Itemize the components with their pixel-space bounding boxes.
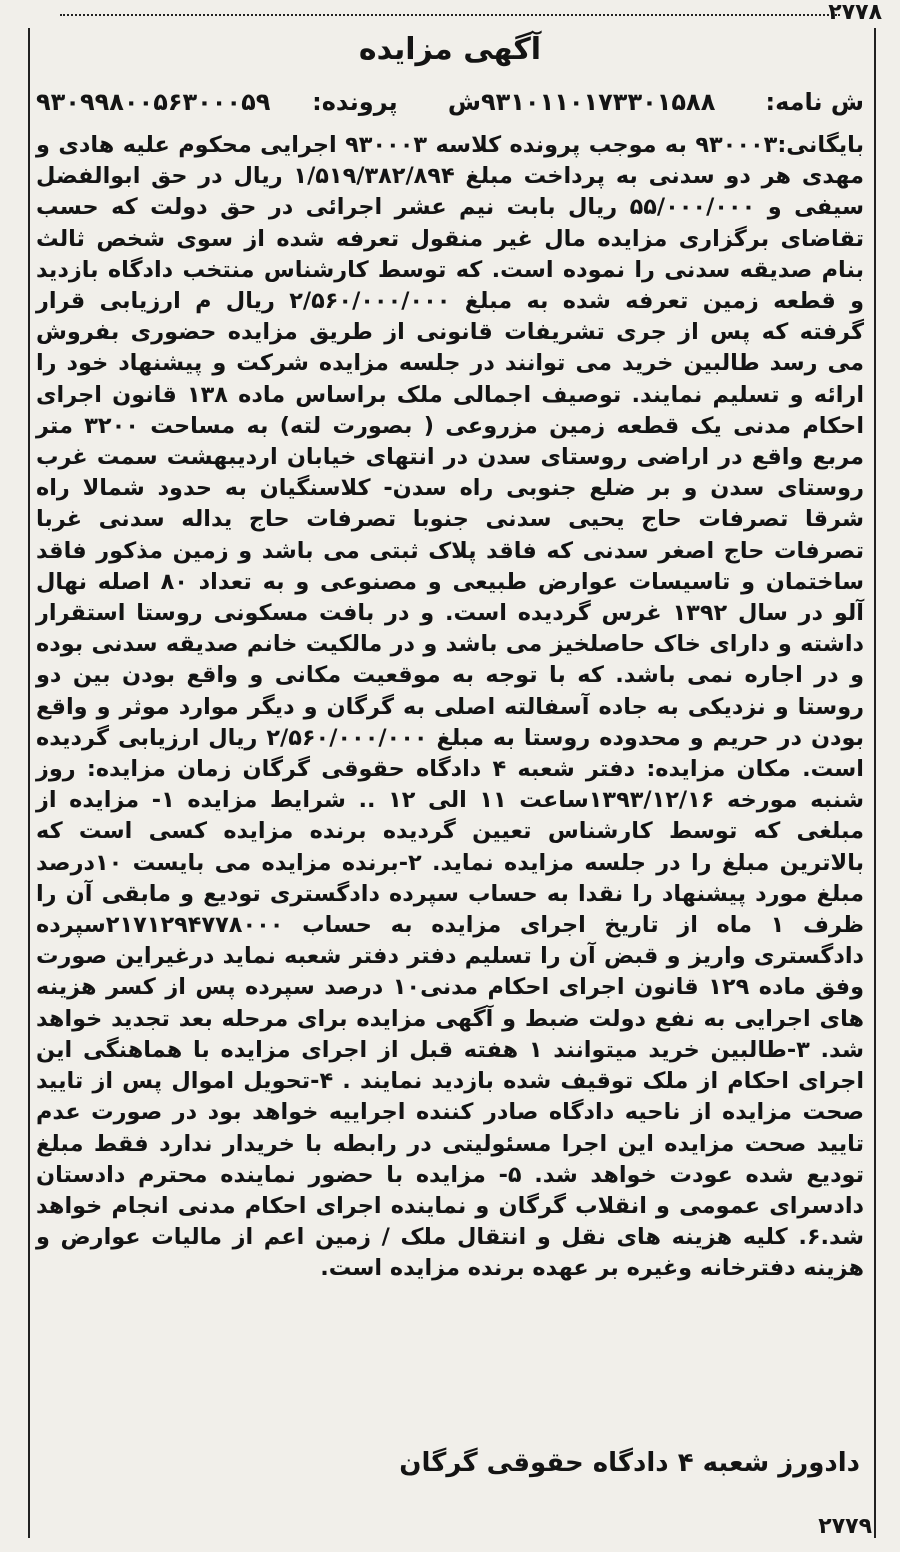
notice-title: آگهی مزایده <box>358 32 542 67</box>
notice-signature: دادورز شعبه ۴ دادگاه حقوقی گرگان <box>399 1448 860 1478</box>
file-number: ۹۳۰۹۹۸۰۰۵۶۳۰۰۰۵۹ <box>36 88 271 116</box>
file-number-group <box>36 88 398 116</box>
file-label: پرونده: <box>312 88 398 116</box>
notice-header <box>36 88 864 116</box>
notice-body: بایگانی:۹۳۰۰۰۳ به موجب پرونده کلاسه ۹۳۰۰۰۳ اجرایی محکوم علیه هادی و مهدی هر دو سدنی به پرداخت مبلغ ۱/۵۱۹/۳۸۲/۸۹۴ ریال در حق ابوالفضل سیفی و ۵۵/۰۰۰/۰۰۰ ریال بابت نیم عشر اجرائی در حق دولت که حسب تقاضای برگزاری مزایده مال غیر منقول تعرفه شده از سوی شخص ثالث بنام صدیقه سدنی را نموده است. که توسط کارشناس منتخب دادگاه بازدید و قطعه زمین تعرفه شده به مبلغ ۲/۵۶۰/۰۰۰/۰۰۰ ریال م ارزیابی قرار گرفته که پس از جری تشریفات قانونی از طریق مزایده حضوری بفروش می رسد طالبین خرید می توانند در جلسه مزایده شرکت و پیشنهاد خود را ارائه و تسلیم نمایند. توصیف اجمالی ملک براساس ماده ۱۳۸ قانون اجرای احکام مدنی یک قطعه زمین مزروعی ( بصورت لته) به مساحت ۳۲۰۰ متر مربع واقع در اراضی روستای سدن در انتهای خیابان اردیبهشت سمت غرب روستای سدن و بر ضلع جنوبی راه سدن- کلاسنگیان به حدود شمالا راه شرقا تصرفات حاج یحیی سدنی جنوبا تصرفات حاج یداله سدنی غربا تصرفات حاج اصغر سدنی که فاقد پلاک ثبتی می باشد و زمین مذکور فاقد ساختمان و تاسیسات عوارض طبیعی و مصنوعی و به تعداد ۸۰ اصله نهال آلو در سال ۱۳۹۲ غرس گردیده است. و در بافت مسکونی روستا استقرار داشته و دارای خاک حاصلخیز می باشد و در مالکیت خانم صدیقه سدنی بوده و در اجاره نمی باشد. که با توجه به موقعیت مکانی و واقع بودن بین دو روستا و نزدیکی به جاده آسفالته اصلی به گرگان و دیگر موارد موثر و واقع بودن در حریم و محدوده روستا به مبلغ ۲/۵۶۰/۰۰۰/۰۰۰ ریال ارزیابی گردیده است. مکان مزایده: دفتر شعبه ۴ دادگاه حقوقی گرگان زمان مزایده: روز شنبه مورخه ۱۳۹۳/۱۲/۱۶ساعت ۱۱ الی ۱۲ .. شرایط مزایده ۱- مزایده از مبلغی که توسط کارشناس تعیین گردیده برنده مزایده کسی است که بالاترین مبلغ را در جلسه مزایده نماید. ۲-برنده مزایده می بایست ۱۰درصد مبلغ مورد پیشنهاد را نقدا به حساب سپرده دادگستری تودیع و مابقی آن را ظرف ۱ ماه از تاریخ اجرای مزایده به حساب ۲۱۷۱۲۹۴۷۷۸۰۰۰سپرده دادگستری واریز و قبض آن را تسلیم دفتر دفتر شعبه نماید درغیراین صورت وفق ماده ۱۲۹ قانون اجرای احکام مدنی۱۰ درصد سپرده پس از کسر هزینه های اجرایی به نفع دولت ضبط و آگهی مزایده برای مرحله بعد تجدید خواهد شد. ۳-طالبین خرید میتوانند ۱ هفته قبل از اجرای مزایده با هماهنگی این اجرای احکام از ملک توقیف شده بازدید نمایند . ۴-تحویل اموال پس از تایید صحت مزایده از ناحیه دادگاه صادر کننده اجراییه خواهد بود در صورت عدم تایید صحت مزایده این اجرا مسئولیتی در رابطه با خریدار ندارد فقط مبلغ تودیع شده عودت خواهد شد. ۵- مزایده با حضور نماینده محترم دادستان دادسرای عمومی و انقلاب گرگان و نماینده اجرای احکام مدنی انجام خواهد شد.۶. کلیه هزینه های نقل و انتقال ملک / زمین اعم از مالیات عوارض و هزینه دفترخانه وغیره بر عهده برنده مزایده است. <box>36 132 865 1282</box>
top-page-number: ۲۷۷۸ <box>828 0 882 25</box>
top-dotted-rule <box>60 14 840 16</box>
bottom-page-number: ۲۷۷۹ <box>818 1514 872 1539</box>
notice-number: ۹۳۱۰۱۱۰۱۷۳۳۰۱۵۸۸ش <box>447 88 716 116</box>
notice-label: ش نامه: <box>765 88 864 116</box>
notice-number-group <box>448 88 864 116</box>
